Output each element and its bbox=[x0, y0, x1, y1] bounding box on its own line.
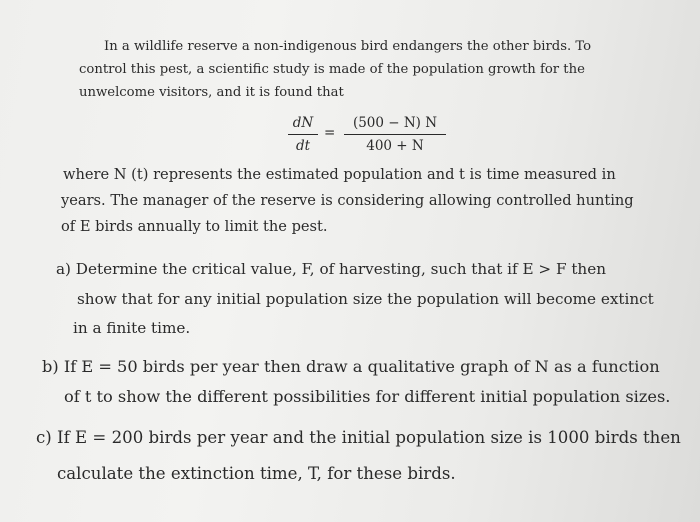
rhs-numerator: (500 − N) N bbox=[352, 115, 438, 131]
intro-line-1: In a wildlife reserve a non-indigenous bird endangers the other birds. To bbox=[104, 39, 592, 54]
context-line-2: years. The manager of the reserve is considering allowing controlled hunting bbox=[61, 192, 634, 209]
part-a-line-2: show that for any initial population size the population will become extinct bbox=[77, 290, 654, 308]
part-a-line-1: a) Determine the critical value, F, of harvesting, such that if E > F then bbox=[56, 260, 606, 278]
rhs-fraction bbox=[344, 115, 446, 154]
part-c-line-1: c) If E = 200 birds per year and the initial population size is 1000 birds then bbox=[36, 428, 681, 447]
context-line-1: where N (t) represents the estimated population and t is time measured in bbox=[63, 166, 616, 183]
part-b-line-1: b) If E = 50 birds per year then draw a qualitative graph of N as a function bbox=[42, 357, 660, 376]
differential-equation bbox=[288, 115, 458, 157]
equals-sign: = bbox=[324, 125, 336, 141]
part-a-line-3: in a finite time. bbox=[73, 319, 191, 337]
intro-line-3: unwelcome visitors, and it is found that bbox=[79, 85, 344, 100]
lhs-denominator: dt bbox=[295, 138, 311, 154]
lhs-numerator: dN bbox=[292, 115, 314, 131]
lhs-fraction bbox=[288, 115, 318, 154]
intro-line-2: control this pest, a scientific study is made of the population growth for the bbox=[79, 62, 585, 77]
part-b-line-2: of t to show the different possibilities for different initial population sizes. bbox=[64, 387, 671, 406]
part-c-line-2: calculate the extinction time, T, for these birds. bbox=[57, 464, 456, 483]
context-line-3: of E birds annually to limit the pest. bbox=[61, 218, 328, 235]
rhs-denominator: 400 + N bbox=[366, 138, 424, 154]
